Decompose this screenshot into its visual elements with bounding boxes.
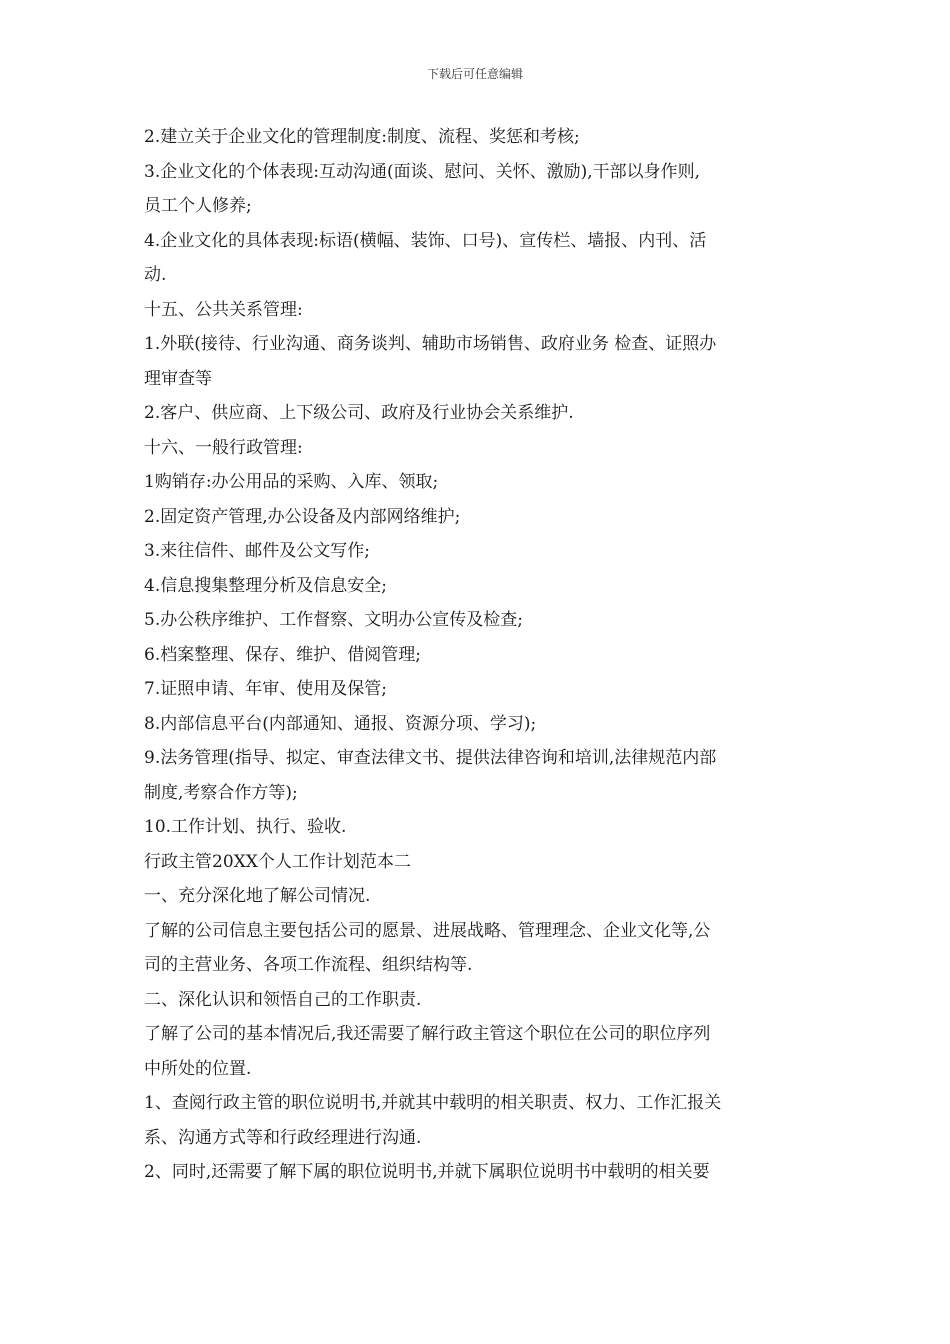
text-line: 理审查等	[144, 368, 212, 389]
text-line: 5.办公秩序维护、工作督察、文明办公宣传及检查;	[144, 610, 523, 630]
text-line: 动.	[144, 265, 167, 285]
text-line: 1.外联(接待、行业沟通、商务谈判、辅助市场销售、政府业务 检查、证照办	[144, 334, 717, 354]
text-line: 3.企业文化的个体表现:互动沟通(面谈、慰问、关怀、激励),干部以身作则,	[144, 161, 701, 182]
text-line: 3.来往信件、邮件及公文写作;	[144, 541, 370, 561]
text-line: 7.证照申请、年审、使用及保管;	[144, 679, 387, 699]
section-heading: 十六、一般行政管理:	[144, 437, 303, 458]
text-line: 6.档案整理、保存、维护、借阅管理;	[144, 644, 421, 665]
text-line: 制度,考察合作方等);	[144, 782, 298, 803]
text-line: 4.信息搜集整理分析及信息安全;	[144, 575, 387, 596]
text-line: 2.固定资产管理,办公设备及内部网络维护;	[144, 506, 461, 527]
text-line: 司的主营业务、各项工作流程、组织结构等.	[144, 955, 473, 975]
section-heading: 行政主管20XX个人工作计划范本二	[144, 851, 411, 872]
text-line: 10.工作计划、执行、验收.	[144, 817, 347, 837]
section-heading: 十五、公共关系管理:	[144, 299, 303, 320]
text-line: 了解了公司的基本情况后,我还需要了解行政主管这个职位在公司的职位序列	[144, 1024, 711, 1044]
text-line: 4.企业文化的具体表现:标语(横幅、装饰、口号)、宣传栏、墙报、内刊、活	[144, 230, 707, 251]
text-line: 2.客户、供应商、上下级公司、政府及行业协会关系维护.	[144, 403, 574, 423]
section-heading: 一、充分深化地了解公司情况.	[144, 886, 371, 906]
text-line: 8.内部信息平台(内部通知、通报、资源分项、学习);	[144, 713, 537, 734]
section-heading: 二、深化认识和领悟自己的工作职责.	[144, 989, 422, 1010]
text-line: 2、同时,还需要了解下属的职位说明书,并就下属职位说明书中载明的相关要	[144, 1162, 710, 1182]
text-line: 1、查阅行政主管的职位说明书,并就其中载明的相关职责、权力、工作汇报关	[144, 1093, 722, 1113]
document-body	[144, 120, 808, 1190]
text-line: 中所处的位置.	[144, 1058, 252, 1079]
text-line: 了解的公司信息主要包括公司的愿景、进展战略、管理理念、企业文化等,公	[144, 920, 711, 941]
text-line: 系、沟通方式等和行政经理进行沟通.	[144, 1127, 422, 1148]
page-header: 下载后可任意编辑	[426, 67, 523, 81]
text-line: 9.法务管理(指导、拟定、审查法律文书、提供法律咨询和培训,法律规范内部	[144, 748, 717, 768]
text-line: 员工个人修养;	[144, 196, 252, 216]
text-line: 2.建立关于企业文化的管理制度:制度、流程、奖惩和考核;	[144, 127, 580, 147]
text-line: 1购销存:办公用品的采购、入库、领取;	[144, 472, 439, 492]
